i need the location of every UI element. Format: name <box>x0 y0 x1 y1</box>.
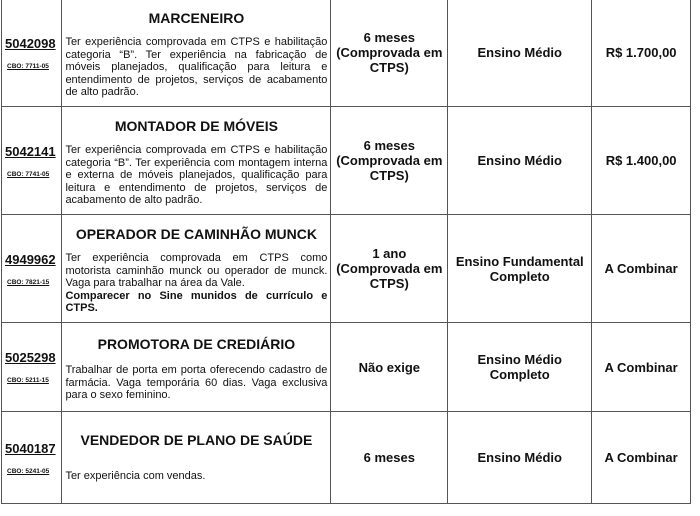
cbo-code: CBO: 7821-15 <box>7 278 50 286</box>
description-text: Trabalhar de porta em porta oferecendo cadastro de farmácia. Vaga temporária 60 dias. Vaga exclusiva para o sexo feminino. <box>65 364 328 402</box>
experience-cell <box>331 323 448 412</box>
code-cell <box>2 323 62 412</box>
cbo-code: CBO: 5211-15 <box>7 377 49 384</box>
job-description <box>62 36 330 98</box>
education: Ensino Médio Completo <box>477 352 562 382</box>
education-cell <box>448 323 592 412</box>
experience-cell <box>331 215 448 323</box>
education: Ensino Médio <box>477 45 562 60</box>
salary-cell <box>592 323 691 412</box>
education: Ensino Médio <box>477 450 562 465</box>
experience: 6 meses <box>363 450 415 465</box>
description-cell <box>62 215 331 323</box>
description-cell <box>62 107 331 215</box>
table-row <box>2 107 691 215</box>
description-cell <box>62 0 331 107</box>
experience-cell <box>331 412 448 504</box>
job-note: Comparecer no Sine munidos de currículo e CTPS. <box>65 289 328 315</box>
experience: Não exige <box>358 359 420 375</box>
table-row <box>2 412 691 504</box>
description-text: Ter experiência com vendas. <box>65 470 206 483</box>
table-row <box>2 0 691 107</box>
cbo-code: CBO: 7711-05 <box>7 62 49 70</box>
education-cell <box>448 107 592 215</box>
salary-cell <box>592 0 691 107</box>
salary: R$ 1.700,00 <box>605 45 677 60</box>
table-row <box>2 323 691 412</box>
job-code: 5042098 <box>5 35 56 51</box>
salary-cell <box>592 412 691 504</box>
job-title: PROMOTORA DE CREDIÁRIO <box>97 336 296 353</box>
job-description <box>62 144 330 206</box>
salary-cell <box>592 215 691 323</box>
job-title: OPERADOR DE CAMINHÃO MUNCK <box>75 226 317 243</box>
job-title: VENDEDOR DE PLANO DE SAÚDE <box>80 432 313 449</box>
table-row <box>2 215 691 323</box>
job-code: 5025298 <box>5 350 56 365</box>
cbo-code: CBO: 5241-05 <box>7 467 50 475</box>
education: Ensino Médio <box>477 153 562 168</box>
job-description <box>62 364 330 401</box>
description-text: Ter experiência comprovada em CTPS e habilitação categoria “B”. Ter experiência com montagem interna e externa de móveis planejados, qualificação para leitura e entendimento de projetos, serviços de acabamento de alto padrão. <box>65 144 328 207</box>
code-cell <box>2 215 62 323</box>
description-cell <box>62 412 331 504</box>
salary: R$ 1.400,00 <box>605 153 677 168</box>
job-title: MARCENEIRO <box>148 10 245 27</box>
experience: 1 ano (Comprovada em CTPS) <box>336 246 443 291</box>
experience-cell <box>331 107 448 215</box>
experience-cell <box>331 0 448 107</box>
job-description <box>62 470 330 482</box>
salary: A Combinar <box>604 450 678 465</box>
salary: A Combinar <box>604 359 678 375</box>
description-text: Ter experiência comprovada em CTPS como motorista caminhão munck ou operador de munck. Vaga para trabalhar na área da Vale. <box>65 252 328 290</box>
experience: 6 meses (Comprovada em CTPS) <box>336 30 443 75</box>
job-code: 5040187 <box>5 440 56 456</box>
education: Ensino Fundamental Completo <box>455 253 584 284</box>
code-cell <box>2 107 62 215</box>
description-text: Ter experiência comprovada em CTPS e habilitação categoria “B”. Ter experiência na fabricação de móveis planejados, qualificação para leitura e entendimento de projetos, serviços de acabamento de alto padrão. <box>65 36 328 99</box>
education-cell <box>448 215 592 323</box>
code-cell <box>2 0 62 107</box>
salary-cell <box>592 107 691 215</box>
code-cell <box>2 412 62 504</box>
job-description <box>62 252 330 314</box>
education-cell <box>448 0 592 107</box>
education-cell <box>448 412 592 504</box>
description-cell <box>62 323 331 412</box>
job-code: 4949962 <box>5 251 56 267</box>
job-code: 5042141 <box>5 143 56 159</box>
job-title: MONTADOR DE MÓVEIS <box>114 118 278 135</box>
experience: 6 meses (Comprovada em CTPS) <box>336 138 443 183</box>
cbo-code: CBO: 7741-05 <box>7 170 50 178</box>
salary: A Combinar <box>604 261 678 276</box>
job-listings-table <box>1 0 691 504</box>
